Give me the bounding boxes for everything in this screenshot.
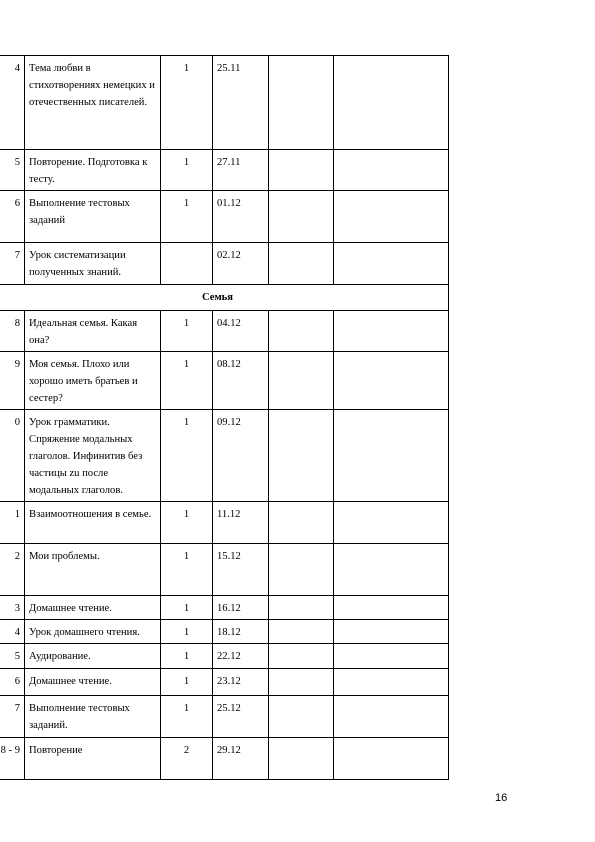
lesson-hours: 1 [161, 696, 213, 738]
lesson-topic: Повторение. Подготовка к тесту. [25, 150, 161, 191]
empty-cell [334, 311, 449, 352]
table-row [0, 502, 449, 544]
lesson-date: 02.12 [213, 243, 269, 285]
empty-cell [334, 596, 449, 620]
empty-cell [269, 191, 334, 243]
table-row [0, 311, 449, 352]
lesson-hours: 1 [161, 311, 213, 352]
table-row [0, 596, 449, 620]
lesson-date: 01.12 [213, 191, 269, 243]
empty-cell [334, 191, 449, 243]
empty-cell [269, 696, 334, 738]
lesson-topic: Моя семья. Плохо или хорошо иметь братьев и сестер? [25, 352, 161, 410]
lesson-number: 7 [0, 696, 25, 738]
lesson-date: 16.12 [213, 596, 269, 620]
lesson-topic: Урок домашнего чтения. [25, 620, 161, 644]
lesson-number: 6 [0, 669, 25, 696]
empty-cell [269, 544, 334, 596]
table-row [0, 544, 449, 596]
empty-cell [334, 502, 449, 544]
empty-cell [334, 243, 449, 285]
lesson-hours: 1 [161, 191, 213, 243]
empty-cell [334, 696, 449, 738]
lesson-plan-table [0, 55, 449, 780]
empty-cell [334, 620, 449, 644]
lesson-number: 0 [0, 410, 25, 502]
lesson-number: 7 [0, 243, 25, 285]
lesson-topic: Аудирование. [25, 644, 161, 669]
empty-cell [334, 352, 449, 410]
table-row [0, 191, 449, 243]
lesson-topic: Выполнение тестовых заданий [25, 191, 161, 243]
lesson-number: 8 [0, 311, 25, 352]
lesson-hours [161, 243, 213, 285]
empty-cell [334, 669, 449, 696]
lesson-number: 8 - 9 [0, 738, 25, 780]
table-row [0, 352, 449, 410]
empty-cell [269, 150, 334, 191]
lesson-hours: 1 [161, 56, 213, 150]
lesson-topic: Мои проблемы. [25, 544, 161, 596]
empty-cell [334, 644, 449, 669]
lesson-hours: 1 [161, 150, 213, 191]
lesson-date: 25.11 [213, 56, 269, 150]
table-row [0, 738, 449, 780]
lesson-number: 4 [0, 620, 25, 644]
empty-cell [334, 410, 449, 502]
table-row [0, 620, 449, 644]
lesson-topic: Выполнение тестовых заданий. [25, 696, 161, 738]
lesson-date: 04.12 [213, 311, 269, 352]
lesson-topic: Домашнее чтение. [25, 669, 161, 696]
lesson-topic: Тема любви в стихотворениях немецких и отечественных писателей. [25, 56, 161, 150]
lesson-number: 5 [0, 644, 25, 669]
empty-cell [269, 352, 334, 410]
empty-cell [269, 410, 334, 502]
lesson-number: 5 [0, 150, 25, 191]
lesson-number: 1 [0, 502, 25, 544]
empty-cell [269, 596, 334, 620]
lesson-date: 11.12 [213, 502, 269, 544]
empty-cell [334, 738, 449, 780]
table-row [0, 696, 449, 738]
section-title: Семья [0, 285, 449, 311]
lesson-topic: Домашнее чтение. [25, 596, 161, 620]
lesson-number: 9 [0, 352, 25, 410]
empty-cell [269, 644, 334, 669]
empty-cell [334, 150, 449, 191]
empty-cell [269, 502, 334, 544]
table-row [0, 56, 449, 150]
lesson-topic: Урок систематизации полученных знаний. [25, 243, 161, 285]
lesson-hours: 1 [161, 352, 213, 410]
lesson-hours: 1 [161, 669, 213, 696]
lesson-hours: 1 [161, 502, 213, 544]
lesson-date: 15.12 [213, 544, 269, 596]
table-row [0, 669, 449, 696]
lesson-date: 25.12 [213, 696, 269, 738]
lesson-hours: 1 [161, 410, 213, 502]
table-row [0, 150, 449, 191]
lesson-date: 09.12 [213, 410, 269, 502]
lesson-number: 4 [0, 56, 25, 150]
lesson-topic: Взаимоотношения в семье. [25, 502, 161, 544]
lesson-date: 18.12 [213, 620, 269, 644]
lesson-date: 22.12 [213, 644, 269, 669]
lesson-hours: 1 [161, 596, 213, 620]
empty-cell [269, 311, 334, 352]
empty-cell [269, 669, 334, 696]
lesson-hours: 2 [161, 738, 213, 780]
lesson-date: 27.11 [213, 150, 269, 191]
empty-cell [269, 243, 334, 285]
empty-cell [334, 544, 449, 596]
empty-cell [269, 620, 334, 644]
empty-cell [269, 56, 334, 150]
lesson-topic: Идеальная семья. Какая она? [25, 311, 161, 352]
empty-cell [334, 56, 449, 150]
lesson-number: 3 [0, 596, 25, 620]
lesson-topic: Урок грамматики. Спряжение модальных глаголов. Инфинитив без частицы zu после модальных глаголов. [25, 410, 161, 502]
table-row [0, 243, 449, 285]
lesson-number: 2 [0, 544, 25, 596]
lesson-hours: 1 [161, 544, 213, 596]
lesson-date: 23.12 [213, 669, 269, 696]
table-row [0, 644, 449, 669]
section-row [0, 285, 449, 311]
page-number: 16 [495, 792, 508, 804]
lesson-hours: 1 [161, 620, 213, 644]
lesson-date: 29.12 [213, 738, 269, 780]
lesson-hours: 1 [161, 644, 213, 669]
lesson-number: 6 [0, 191, 25, 243]
lesson-date: 08.12 [213, 352, 269, 410]
table-row [0, 410, 449, 502]
empty-cell [269, 738, 334, 780]
table-body [0, 56, 449, 780]
lesson-topic: Повторение [25, 738, 161, 780]
